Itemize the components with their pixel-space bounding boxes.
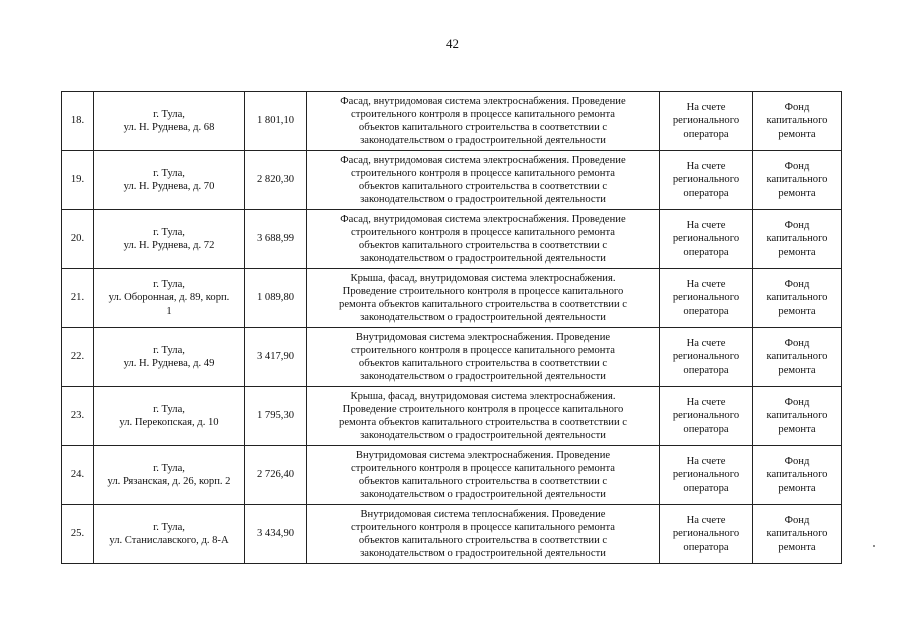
repair-works: Фасад, внутридомовая система электроснабжения. Проведение строительного контроля в процессе капитального ремонта объектов капитального строительства в соответствии с законодательством о градостроительной деятельности (307, 92, 660, 151)
repair-cost: 1 795,30 (245, 387, 307, 446)
row-number: 20. (62, 210, 94, 269)
table-row (62, 446, 842, 505)
table-row (62, 328, 842, 387)
repair-works: Фасад, внутридомовая система электроснабжения. Проведение строительного контроля в процессе капитального ремонта объектов капитального строительства в соответствии с законодательством о градостроительной деятельности (307, 151, 660, 210)
building-address: г. Тула, ул. Оборонная, д. 89, корп. 1 (94, 269, 245, 328)
table-row (62, 269, 842, 328)
repair-works: Внутридомовая система теплоснабжения. Проведение строительного контроля в процессе капитального ремонта объектов капитального строительства в соответствии с законодательством о градостроительной деятельности (307, 505, 660, 564)
row-number: 24. (62, 446, 94, 505)
funding-source: Фонд капитального ремонта (753, 328, 842, 387)
fund-account: На счете регионального оператора (660, 92, 753, 151)
funding-source: Фонд капитального ремонта (753, 387, 842, 446)
fund-account: На счете регионального оператора (660, 387, 753, 446)
table-row (62, 387, 842, 446)
repair-register-table (61, 91, 842, 564)
funding-source: Фонд капитального ремонта (753, 151, 842, 210)
funding-source: Фонд капитального ремонта (753, 92, 842, 151)
row-number: 22. (62, 328, 94, 387)
funding-source: Фонд капитального ремонта (753, 446, 842, 505)
building-address: г. Тула, ул. Станиславского, д. 8-А (94, 505, 245, 564)
table-row (62, 505, 842, 564)
building-address: г. Тула, ул. Перекопская, д. 10 (94, 387, 245, 446)
fund-account: На счете регионального оператора (660, 446, 753, 505)
row-number: 18. (62, 92, 94, 151)
repair-works: Крыша, фасад, внутридомовая система электроснабжения. Проведение строительного контроля в процессе капитального ремонта объектов капитального строительства в соответствии с законодательством о градостроительной деятельности (307, 269, 660, 328)
page-number: 42 (446, 36, 459, 51)
repair-cost: 1 089,80 (245, 269, 307, 328)
repair-cost: 1 801,10 (245, 92, 307, 151)
repair-cost: 2 820,30 (245, 151, 307, 210)
fund-account: На счете регионального оператора (660, 151, 753, 210)
table-row (62, 210, 842, 269)
fund-account: На счете регионального оператора (660, 505, 753, 564)
building-address: г. Тула, ул. Н. Руднева, д. 49 (94, 328, 245, 387)
repair-cost: 2 726,40 (245, 446, 307, 505)
row-number: 23. (62, 387, 94, 446)
repair-works: Фасад, внутридомовая система электроснабжения. Проведение строительного контроля в процессе капитального ремонта объектов капитального строительства в соответствии с законодательством о градостроительной деятельности (307, 210, 660, 269)
fund-account: На счете регионального оператора (660, 328, 753, 387)
fund-account: На счете регионального оператора (660, 210, 753, 269)
repair-cost: 3 434,90 (245, 505, 307, 564)
row-number: 25. (62, 505, 94, 564)
building-address: г. Тула, ул. Н. Руднева, д. 68 (94, 92, 245, 151)
building-address: г. Тула, ул. Н. Руднева, д. 70 (94, 151, 245, 210)
repair-cost: 3 417,90 (245, 328, 307, 387)
fund-account: На счете регионального оператора (660, 269, 753, 328)
table-row (62, 151, 842, 210)
repair-works: Внутридомовая система электроснабжения. Проведение строительного контроля в процессе капитального ремонта объектов капитального строительства в соответствии с законодательством о градостроительной деятельности (307, 446, 660, 505)
scan-speck (873, 545, 875, 547)
building-address: г. Тула, ул. Н. Руднева, д. 72 (94, 210, 245, 269)
repair-cost: 3 688,99 (245, 210, 307, 269)
row-number: 19. (62, 151, 94, 210)
table-row (62, 92, 842, 151)
row-number: 21. (62, 269, 94, 328)
funding-source: Фонд капитального ремонта (753, 210, 842, 269)
building-address: г. Тула, ул. Рязанская, д. 26, корп. 2 (94, 446, 245, 505)
funding-source: Фонд капитального ремонта (753, 269, 842, 328)
repair-works: Внутридомовая система электроснабжения. Проведение строительного контроля в процессе капитального ремонта объектов капитального строительства в соответствии с законодательством о градостроительной деятельности (307, 328, 660, 387)
funding-source: Фонд капитального ремонта (753, 505, 842, 564)
repair-works: Крыша, фасад, внутридомовая система электроснабжения. Проведение строительного контроля в процессе капитального ремонта объектов капитального строительства в соответствии с законодательством о градостроительной деятельности (307, 387, 660, 446)
